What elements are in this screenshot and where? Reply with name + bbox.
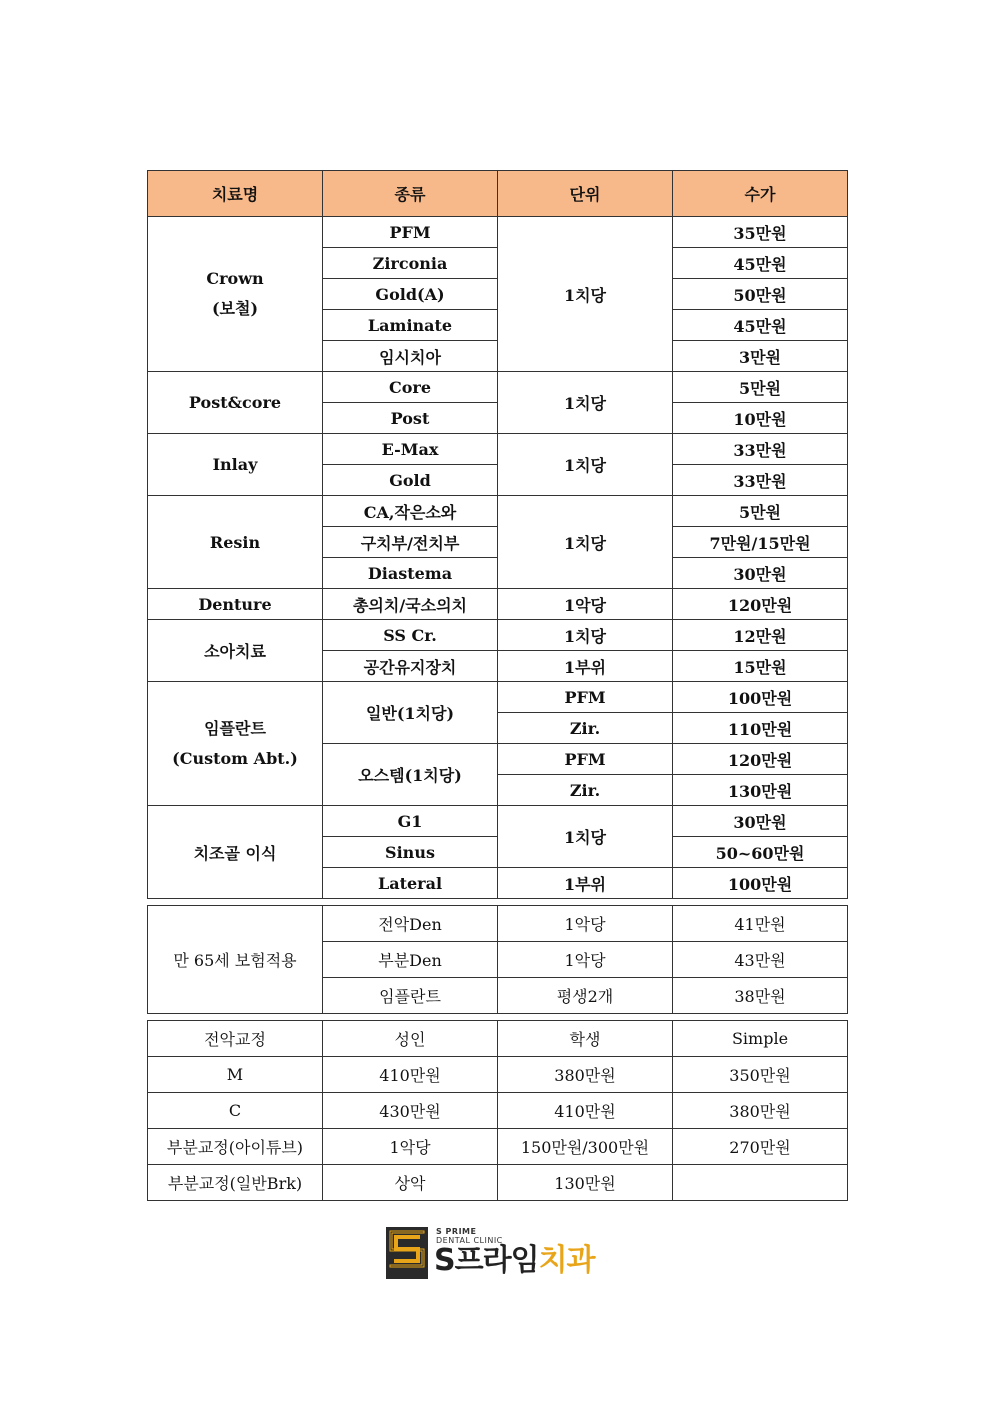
- type-cell: Post: [323, 403, 498, 434]
- header-unit: 단위: [498, 171, 673, 217]
- unit-cell: 1치당: [498, 806, 673, 868]
- price-cell: 45만원: [673, 248, 848, 279]
- type-cell: 임시치아: [323, 341, 498, 372]
- ortho-cell: 380만원: [673, 1093, 848, 1129]
- price-cell: 5만원: [673, 496, 848, 527]
- price-cell: 38만원: [673, 978, 848, 1014]
- treatment-postcore: Post&core: [148, 372, 323, 434]
- ortho-cell: M: [148, 1057, 323, 1093]
- unit-cell: 1부위: [498, 868, 673, 899]
- table-row: [148, 682, 848, 713]
- ortho-header-cell: 학생: [498, 1021, 673, 1057]
- ortho-header-cell: 성인: [323, 1021, 498, 1057]
- unit-cell: 1치당: [498, 620, 673, 651]
- logo-brand-end: 치과: [538, 1243, 595, 1278]
- price-cell: 12만원: [673, 620, 848, 651]
- table-row: [148, 620, 848, 651]
- table-row: [148, 217, 848, 248]
- type-cell: CA,작은소와: [323, 496, 498, 527]
- header-type: 종류: [323, 171, 498, 217]
- type-cell: 부분Den: [323, 942, 498, 978]
- type-cell: 전악Den: [323, 906, 498, 942]
- logo-brand-mid: 프라임: [454, 1243, 539, 1278]
- ortho-cell: 410만원: [498, 1093, 673, 1129]
- price-cell: 30만원: [673, 558, 848, 589]
- price-cell: 45만원: [673, 310, 848, 341]
- treatment-pediatric: 소아치료: [148, 620, 323, 682]
- ortho-cell: 1악당: [323, 1129, 498, 1165]
- unit-cell: 1치당: [498, 496, 673, 589]
- ortho-header-cell: 전악교정: [148, 1021, 323, 1057]
- price-cell: 15만원: [673, 651, 848, 682]
- table-row: [148, 1129, 848, 1165]
- type-cell: G1: [323, 806, 498, 837]
- type-cell: Zirconia: [323, 248, 498, 279]
- ortho-cell: 150만원/300만원: [498, 1129, 673, 1165]
- ortho-cell: 410만원: [323, 1057, 498, 1093]
- price-cell: 110만원: [673, 713, 848, 744]
- treatment-bone-graft: 치조골 이식: [148, 806, 323, 899]
- ortho-cell: 부분교정(아이튜브): [148, 1129, 323, 1165]
- ortho-cell: 130만원: [498, 1165, 673, 1201]
- unit-cell: PFM: [498, 744, 673, 775]
- price-cell: 5만원: [673, 372, 848, 403]
- table-row: [148, 589, 848, 620]
- type-cell: Diastema: [323, 558, 498, 589]
- treatment-crown: Crown (보철): [148, 217, 323, 372]
- table-row: [148, 1093, 848, 1129]
- ortho-cell: [673, 1165, 848, 1201]
- table-row: [148, 1057, 848, 1093]
- price-cell: 30만원: [673, 806, 848, 837]
- unit-cell: 1악당: [498, 589, 673, 620]
- price-cell: 10만원: [673, 403, 848, 434]
- price-cell: 3만원: [673, 341, 848, 372]
- ortho-cell: 부분교정(일반Brk): [148, 1165, 323, 1201]
- price-cell: 120만원: [673, 744, 848, 775]
- unit-cell: 1치당: [498, 372, 673, 434]
- s-prime-logo-icon: [386, 1227, 428, 1279]
- unit-cell: 1악당: [498, 906, 673, 942]
- type-cell: Core: [323, 372, 498, 403]
- unit-cell: PFM: [498, 682, 673, 713]
- type-cell: 일반(1치당): [323, 682, 498, 744]
- table-row: [148, 434, 848, 465]
- type-cell: 오스템(1치당): [323, 744, 498, 806]
- type-cell: Laminate: [323, 310, 498, 341]
- ortho-cell: C: [148, 1093, 323, 1129]
- table-header-row: [148, 171, 848, 217]
- price-cell: 100만원: [673, 868, 848, 899]
- type-cell: 구치부/전치부: [323, 527, 498, 558]
- treatment-resin: Resin: [148, 496, 323, 589]
- price-cell: 50만원: [673, 279, 848, 310]
- treatment-denture: Denture: [148, 589, 323, 620]
- header-treatment-name: 치료명: [148, 171, 323, 217]
- price-cell: 50~60만원: [673, 837, 848, 868]
- ortho-cell: 350만원: [673, 1057, 848, 1093]
- type-cell: Sinus: [323, 837, 498, 868]
- unit-cell: 평생2개: [498, 978, 673, 1014]
- table-header-row: [148, 1021, 848, 1057]
- price-cell: 33만원: [673, 434, 848, 465]
- ortho-cell: 430만원: [323, 1093, 498, 1129]
- unit-cell: Zir.: [498, 713, 673, 744]
- table-row: [148, 1165, 848, 1201]
- type-cell: PFM: [323, 217, 498, 248]
- price-cell: 41만원: [673, 906, 848, 942]
- table-row: [148, 806, 848, 837]
- type-cell: Gold: [323, 465, 498, 496]
- type-cell: E-Max: [323, 434, 498, 465]
- table-row: [148, 372, 848, 403]
- price-cell: 130만원: [673, 775, 848, 806]
- logo-line-1: S PRIME: [436, 1227, 477, 1236]
- unit-cell: 1부위: [498, 651, 673, 682]
- type-cell: SS Cr.: [323, 620, 498, 651]
- type-cell: 임플란트: [323, 978, 498, 1014]
- insurance-price-table: [147, 905, 848, 1014]
- ortho-cell: 380만원: [498, 1057, 673, 1093]
- table-row: [148, 906, 848, 942]
- insurance-label: 만 65세 보험적용: [148, 906, 323, 1014]
- clinic-logo: [386, 1225, 608, 1281]
- ortho-cell: 270만원: [673, 1129, 848, 1165]
- type-cell: Gold(A): [323, 279, 498, 310]
- logo-brand-name: [434, 1243, 595, 1279]
- unit-cell: 1치당: [498, 217, 673, 372]
- unit-cell: 1치당: [498, 434, 673, 496]
- price-cell: 7만원/15만원: [673, 527, 848, 558]
- price-cell: 43만원: [673, 942, 848, 978]
- logo-brand-s: S: [434, 1243, 455, 1278]
- price-cell: 100만원: [673, 682, 848, 713]
- ortho-header-cell: Simple: [673, 1021, 848, 1057]
- unit-cell: Zir.: [498, 775, 673, 806]
- treatment-price-table: [147, 170, 848, 899]
- table-row: [148, 496, 848, 527]
- header-price: 수가: [673, 171, 848, 217]
- unit-cell: 1악당: [498, 942, 673, 978]
- price-cell: 33만원: [673, 465, 848, 496]
- type-cell: Lateral: [323, 868, 498, 899]
- price-cell: 35만원: [673, 217, 848, 248]
- type-cell: 공간유지장치: [323, 651, 498, 682]
- ortho-cell: 상악: [323, 1165, 498, 1201]
- treatment-inlay: Inlay: [148, 434, 323, 496]
- ortho-price-table: [147, 1020, 848, 1201]
- price-cell: 120만원: [673, 589, 848, 620]
- treatment-implant: 임플란트 (Custom Abt.): [148, 682, 323, 806]
- logo-line-2: DENTAL CLINIC: [436, 1236, 503, 1245]
- type-cell: 총의치/국소의치: [323, 589, 498, 620]
